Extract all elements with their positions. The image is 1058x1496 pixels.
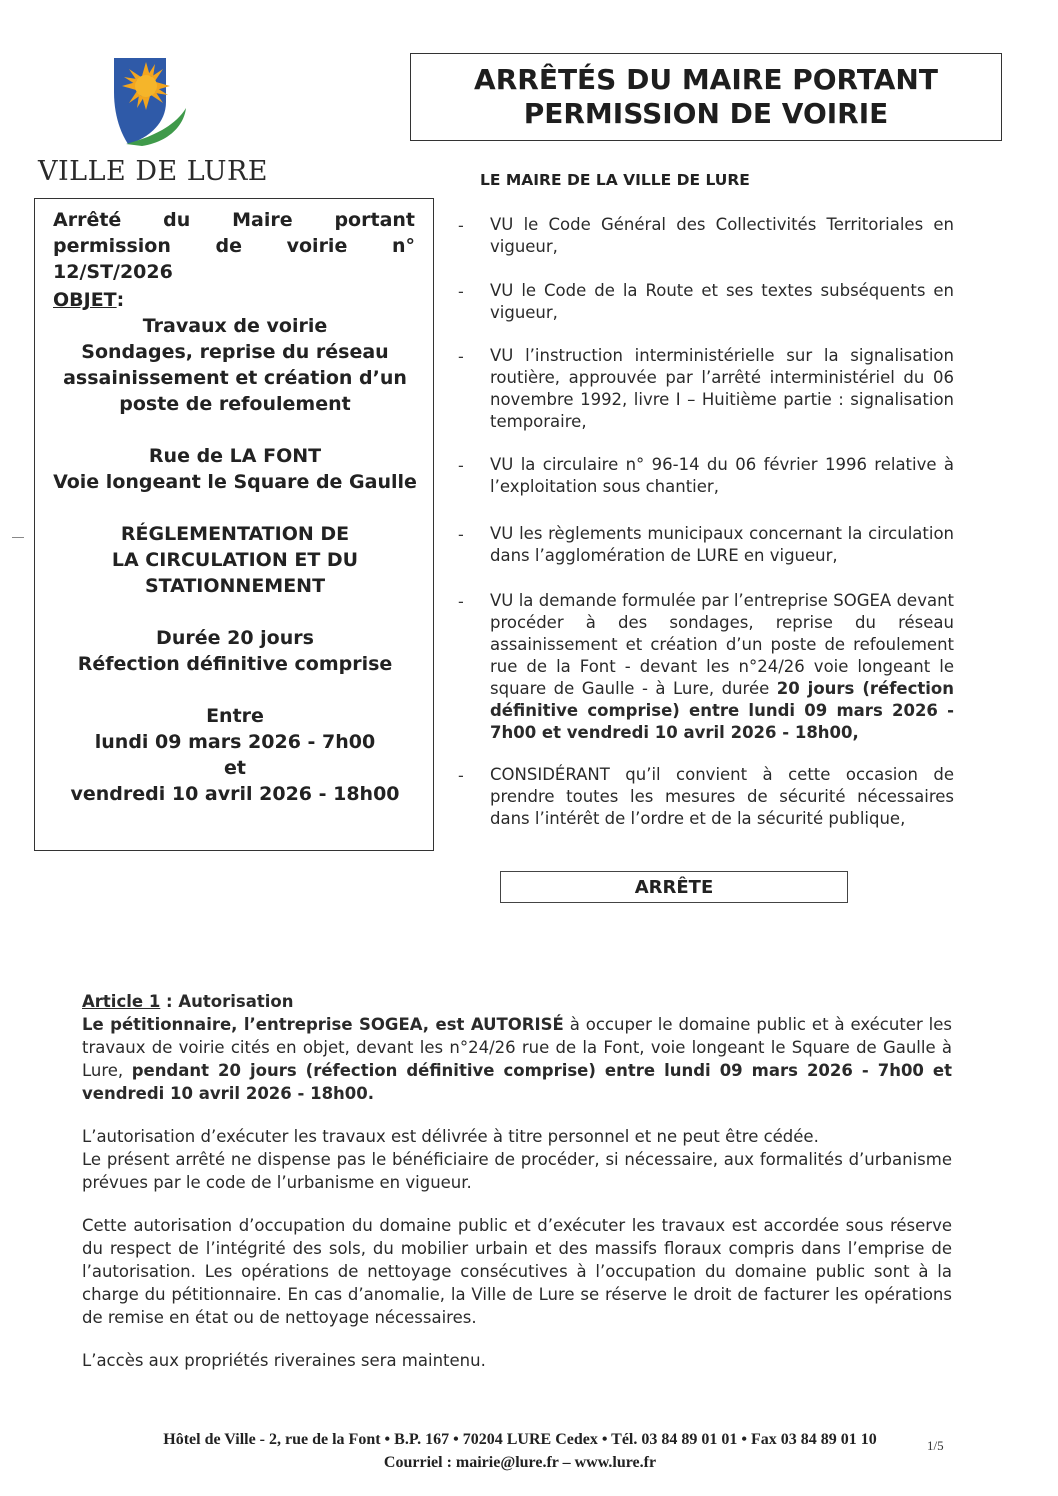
period-and: et <box>224 757 246 779</box>
consideration-bold: 20 jours (réfection définitive comprise) entre lundi 09 mars 2026 - 7h00 et vendredi 10 avril 2026 - 18h00, <box>490 679 955 742</box>
city-name: VILLE DE LURE <box>38 156 269 187</box>
location-line: Rue de LA FONT <box>148 445 322 467</box>
consideration-item: VU les règlements municipaux concernant la circulation dans l’agglomération de LURE en vigueur, <box>490 524 954 565</box>
period-between: Entre <box>206 705 264 727</box>
regulation-text: RÉGLEMENTATION DE LA CIRCULATION ET DU STATIONNEMENT <box>111 523 359 597</box>
arrete-box <box>500 871 848 903</box>
duration-line: Réfection définitive comprise <box>77 653 393 675</box>
object-line: Sondages, reprise du réseau assainissement et création d’un poste de refoulement <box>63 341 407 415</box>
consideration-text: VU la demande formulée par l’entreprise SOGEA devant procéder à des sondages, reprise du réseau assainissement et création d’un poste de refoulement rue de la Font - devant les n°24/26 voie longeant le square de Gaulle - à Lure, durée <box>490 591 954 698</box>
consideration-item: VU le Code Général des Collectivités Territoriales en vigueur, <box>490 215 954 256</box>
objet-label-text: OBJET <box>53 289 117 311</box>
bullet-dash: - <box>458 525 464 544</box>
article-paragraph <box>82 1125 952 1194</box>
article-bold-text: pendant 20 jours (réfection définitive comprise) entre lundi 09 mars 2026 - 7h00 et vendredi 10 avril 2026 - 18h00. <box>82 1061 952 1103</box>
bullet-dash: - <box>458 592 464 611</box>
object-line: Travaux de voirie <box>142 315 328 337</box>
duration-line: Durée 20 jours <box>156 627 314 649</box>
document-title-box <box>410 53 1002 141</box>
consideration-item: VU l’instruction interministérielle sur la signalisation routière, approuvée par l’arrêté interministériel du 06 novembre 1992, livre I – Huitième partie : signalisation temporaire, <box>490 346 954 431</box>
objet-label <box>53 287 124 313</box>
arrete-label: ARRÊTE <box>634 876 714 898</box>
objet-block <box>45 313 425 807</box>
article-paragraph: Cette autorisation d’occupation du domaine public et d’exécuter les travaux est accordée sous réserve du respect de l’intégrité des sols, du mobilier urbain et des massifs floraux compris dans l’emprise de l’autorisation. Les opérations de nettoyage consécutives à l’occupation du domaine public sont à la charge du pétitionnaire. En cas d’anomalie, la Ville de Lure se réserve le droit de facturer les opérations de remise en état ou de nettoyage nécessaires. <box>82 1216 952 1327</box>
location-line: Voie longeant le Square de Gaulle <box>53 471 417 493</box>
article-title: : Autorisation <box>160 992 294 1011</box>
article-label: Article 1 <box>82 992 161 1011</box>
article-text: L’autorisation d’exécuter les travaux est délivrée à titre personnel et ne peut être cédée. <box>82 1127 819 1146</box>
period-end: vendredi 10 avril 2026 - 18h00 <box>70 783 400 805</box>
article-text: à occuper le domaine public et à exécuter les travaux de voirie cités en objet, devant les n°24/26 rue de la Font, voie longeant le Square de Gaulle à Lure, <box>82 1015 952 1080</box>
document-title-line-2: PERMISSION DE VOIRIE <box>523 97 889 130</box>
consideration-item: VU la circulaire n° 96-14 du 06 février 1996 relative à l’exploitation sous chantier, <box>490 455 954 496</box>
bullet-dash: - <box>458 216 464 235</box>
footer-contact: Courriel : mairie@lure.fr – www.lure.fr <box>383 1454 657 1471</box>
margin-mark <box>12 537 24 538</box>
bullet-dash: - <box>458 347 464 366</box>
document-title-line-1: ARRÊTÉS DU MAIRE PORTANT <box>474 63 938 96</box>
article-1 <box>82 990 952 1392</box>
decree-number: Arrêté du Maire portant permission de voirie n° 12/ST/2026 <box>53 209 415 283</box>
consideration-item: CONSIDÉRANT qu’il convient à cette occasion de prendre toutes les mesures de sécurité nécessaires dans l’intérêt de l’ordre et de la sécurité publique, <box>490 765 954 828</box>
article-heading <box>82 990 952 1013</box>
bullet-dash: - <box>458 456 464 475</box>
bullet-dash: - <box>458 766 464 785</box>
decree-summary-box <box>34 198 434 851</box>
objet-colon: : <box>116 289 125 311</box>
page-number: 1/5 <box>927 1438 944 1453</box>
consideration-item: VU le Code de la Route et ses textes subséquents en vigueur, <box>490 281 954 322</box>
bullet-dash: - <box>458 282 464 301</box>
period-start: lundi 09 mars 2026 - 7h00 <box>94 731 376 753</box>
footer <box>90 1428 950 1474</box>
article-paragraph: L’accès aux propriétés riveraines sera maintenu. <box>82 1351 486 1370</box>
footer-address: Hôtel de Ville - 2, rue de la Font • B.P. 167 • 70204 LURE Cedex • Tél. 03 84 89 01 01 • Fax 03 84 89 01 10 <box>163 1431 877 1448</box>
mayor-heading: LE MAIRE DE LA VILLE DE LURE <box>480 171 750 189</box>
consideration-item <box>490 590 954 744</box>
article-text: Le présent arrêté ne dispense pas le bénéficiaire de procéder, si nécessaire, aux formalités d’urbanisme prévues par le code de l’urbanisme en vigueur. <box>82 1150 952 1192</box>
article-bold-text: Le pétitionnaire, l’entreprise SOGEA, est AUTORISÉ <box>82 1015 564 1034</box>
city-crest-sun-shield-icon <box>104 52 196 148</box>
article-paragraph <box>82 1013 952 1105</box>
